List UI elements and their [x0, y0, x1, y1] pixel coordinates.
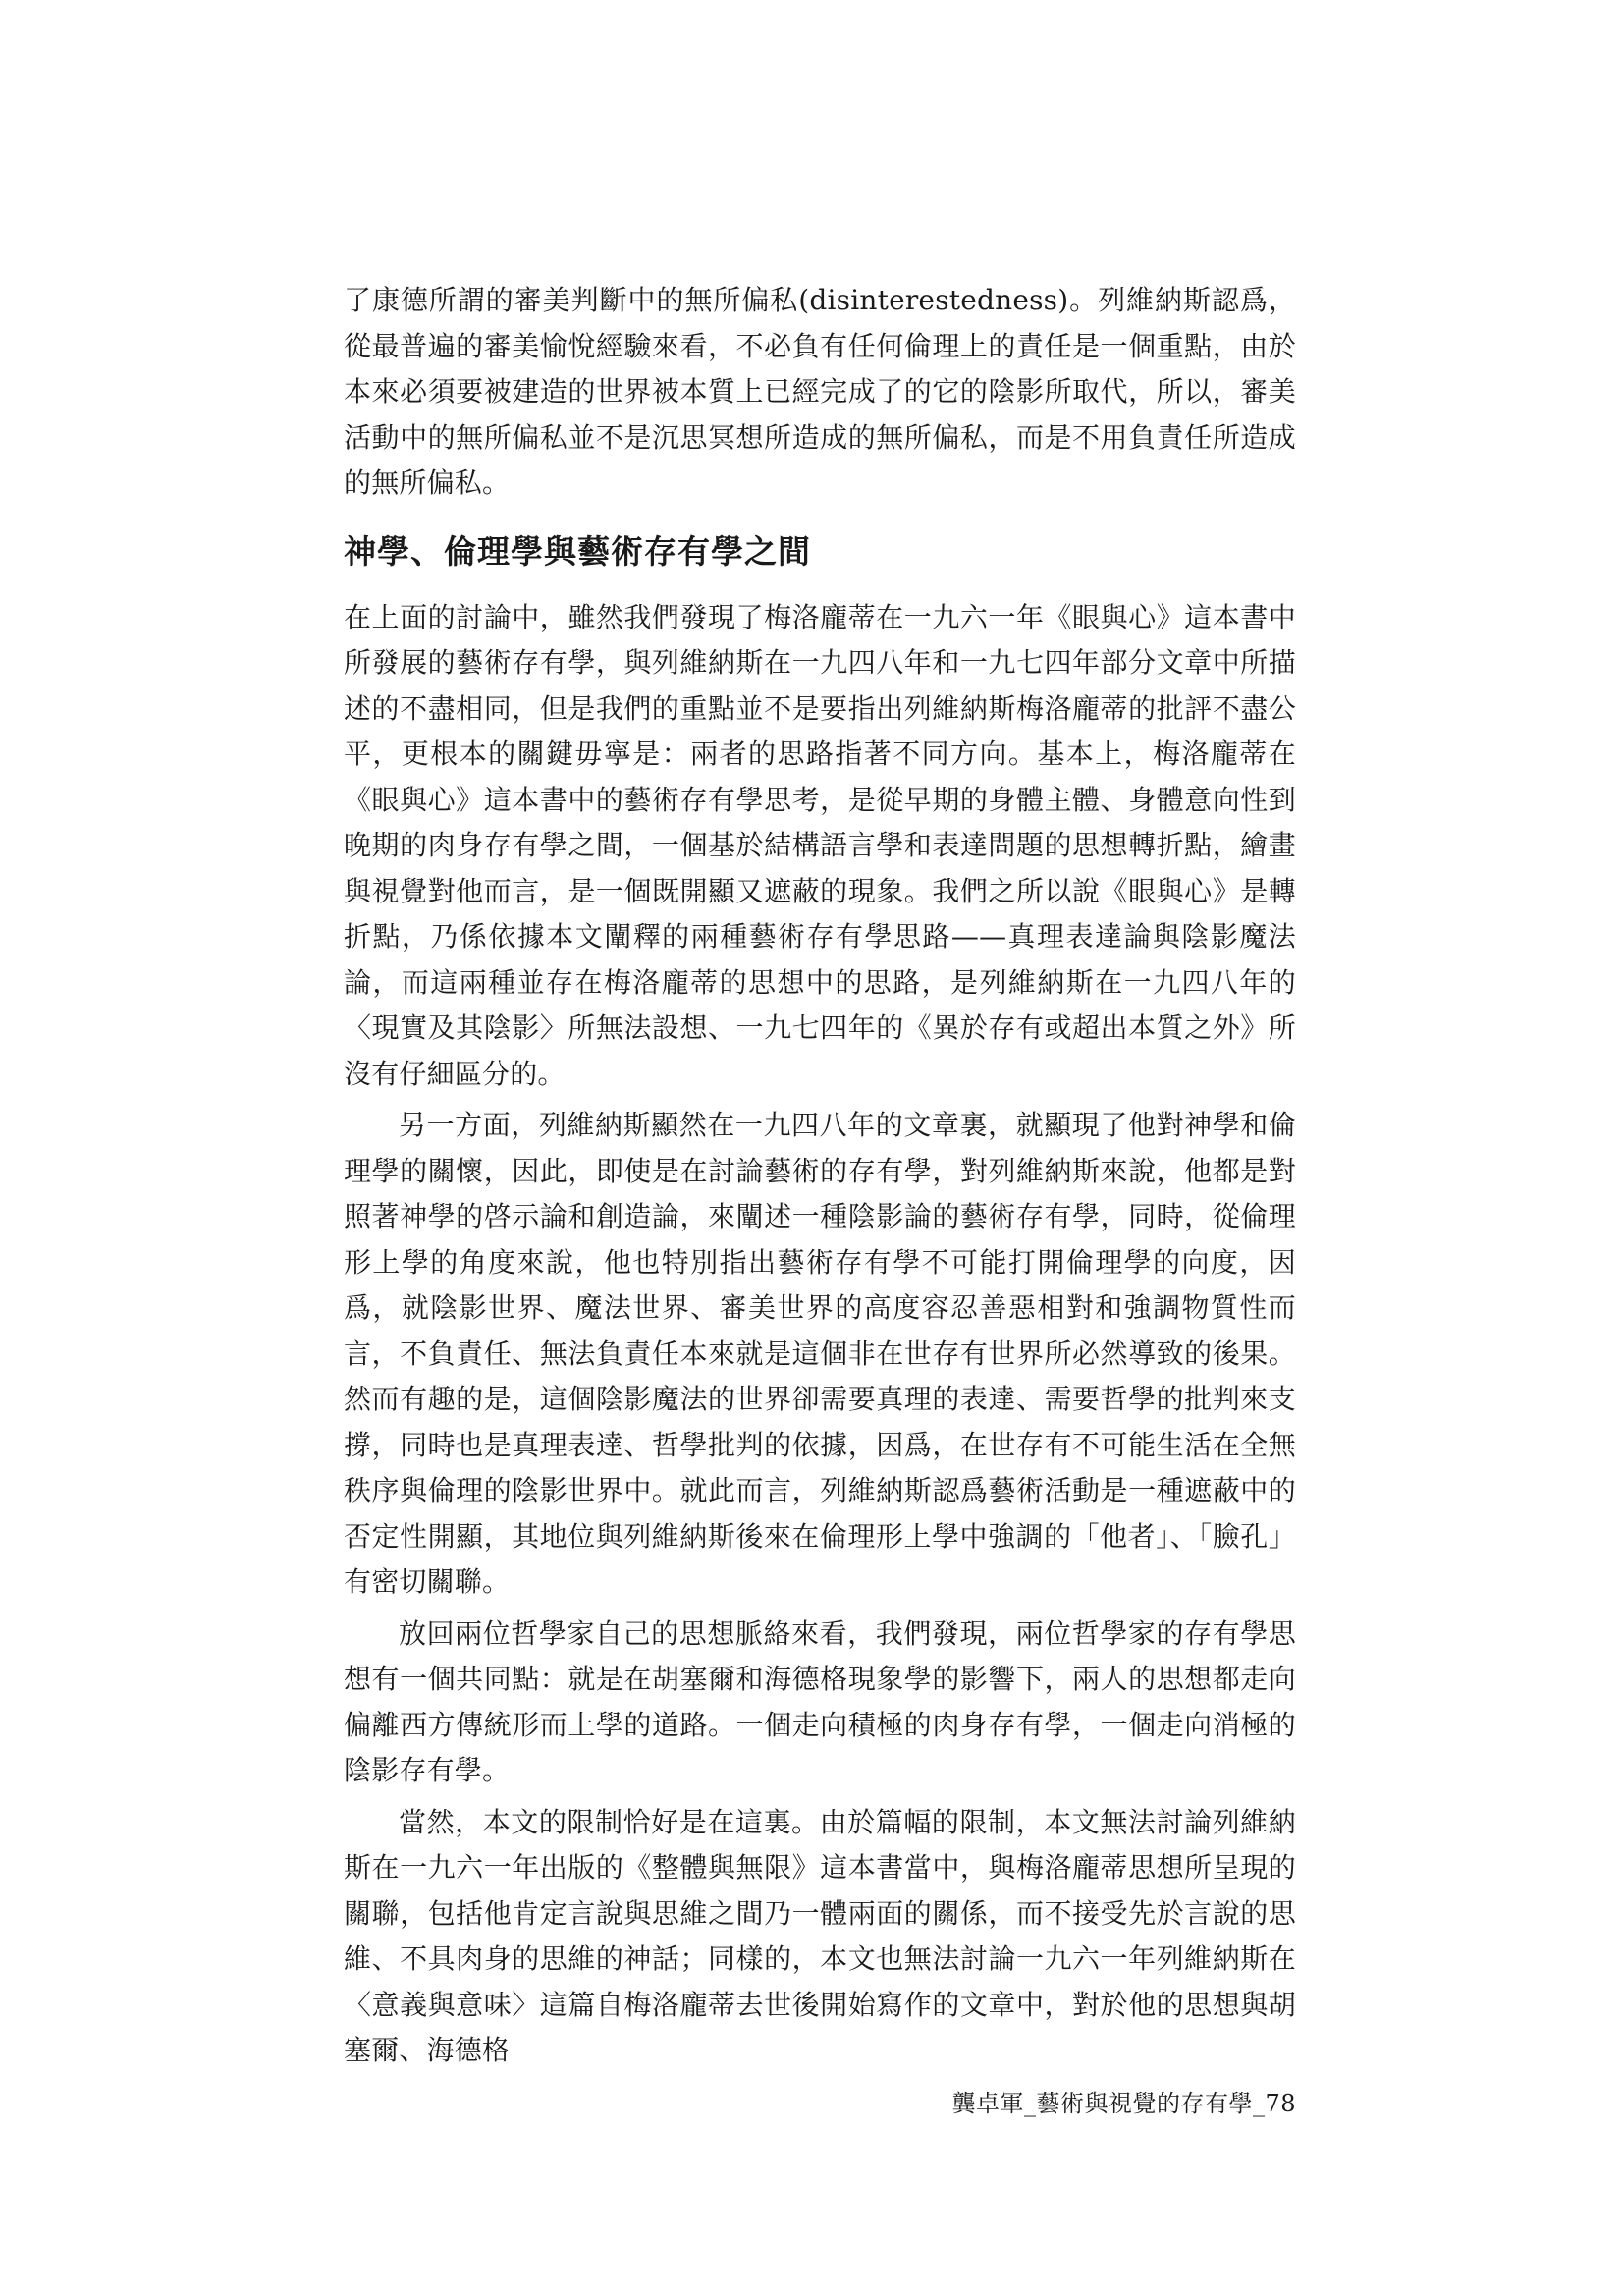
body-paragraph-2: 另一方面，列維納斯顯然在一九四八年的文章裏，就顯現了他對神學和倫理學的關懷，因此，即使是在討論藝術的存有學，對列維納斯來說，他都是對照著神學的啓示論和創造論，來闡述一種陰影論的藝術存有學，同時，從倫理形上學的角度來說，他也特別指出藝術存有學不可能打開倫理學的向度，因爲，就陰影世界、魔法世界、審美世界的高度容忍善惡相對和強調物質性而言，不負責任、無法負責任本來就是這個非在世存有世界所必然導致的後果。然而有趣的是，這個陰影魔法的世界卻需要真理的表達、需要哲學的批判來支撐，同時也是真理表達、哲學批判的依據，因爲，在世存有不可能生活在全無秩序與倫理的陰影世界中。就此而言，列維納斯認爲藝術活動是一種遮蔽中的否定性開顯，其地位與列維納斯後來在倫理形上學中強調的「他者」、「臉孔」有密切關聯。 — [344, 1109, 1296, 1598]
page-body — [344, 278, 1296, 2074]
body-paragraph-3: 放回兩位哲學家自己的思想脈絡來看，我們發現，兩位哲學家的存有學思想有一個共同點：就是在胡塞爾和海德格現象學的影響下，兩人的思想都走向偏離西方傳統形而上學的道路。一個走向積極的肉身存有學，一個走向消極的陰影存有學。 — [344, 1616, 1296, 1786]
opening-paragraph: 了康德所謂的審美判斷中的無所偏私(disinterestedness)。列維納斯認爲，從最普遍的審美愉悅經驗來看，不必負有任何倫理上的責任是一個重點，由於本來必須要被建造的世界被本質上已經完成了的它的陰影所取代，所以，審美活動中的無所偏私並不是沉思冥想所造成的無所偏私，而是不用負責任所造成的無所偏私。 — [344, 284, 1296, 499]
section-heading: 神學、倫理學與藝術存有學之間 — [344, 531, 811, 571]
body-paragraph-1: 在上面的討論中，雖然我們發現了梅洛龐蒂在一九六一年《眼與心》這本書中所發展的藝術存有學，與列維納斯在一九四八年和一九七四年部分文章中所描述的不盡相同，但是我們的重點並不是要指出列維納斯梅洛龐蒂的批評不盡公平，更根本的關鍵毋寧是：兩者的思路指著不同方向。基本上，梅洛龐蒂在《眼與心》這本書中的藝術存有學思考，是從早期的身體主體、身體意向性到晚期的肉身存有學之間，一個基於結構語言學和表達問題的思想轉折點，繪畫與視覺對他而言，是一個既開顯又遮蔽的現象。我們之所以說《眼與心》是轉折點，乃係依據本文闡釋的兩種藝術存有學思路——真理表達論與陰影魔法論，而這兩種並存在梅洛龐蒂的思想中的思路，是列維納斯在一九四八年的〈現實及其陰影〉所無法設想、一九七四年的《異於存有或超出本質之外》所沒有仔細區分的。 — [344, 600, 1296, 1090]
running-footer: 龔卓軍_藝術與視覺的存有學_78 — [951, 2090, 1296, 2117]
body-paragraph-4: 當然，本文的限制恰好是在這裏。由於篇幅的限制，本文無法討論列維納斯在一九六一年出版的《整體與無限》這本書當中，與梅洛龐蒂思想所呈現的關聯，包括他肯定言說與思維之間乃一體兩面的關係，而不接受先於言說的思維、不具肉身的思維的神話；同樣的，本文也無法討論一九六一年列維納斯在〈意義與意味〉這篇自梅洛龐蒂去世後開始寫作的文章中，對於他的思想與胡塞爾、海德格 — [344, 1805, 1296, 2066]
